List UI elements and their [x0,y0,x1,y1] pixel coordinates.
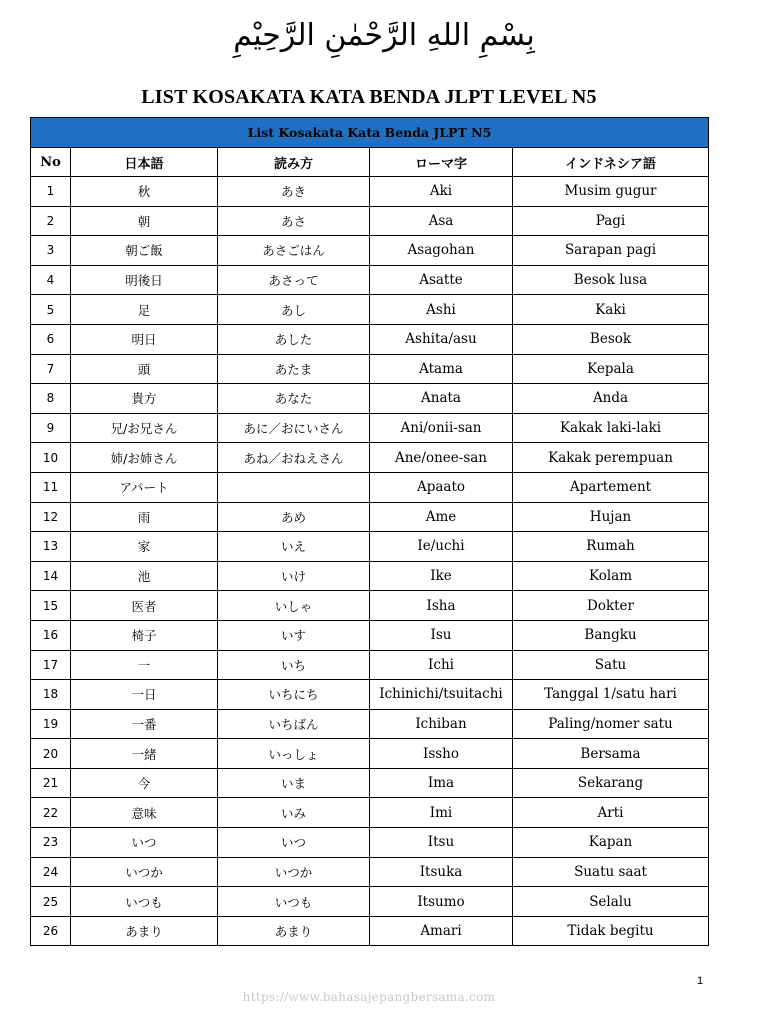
cell-reading: いつか [218,857,370,887]
table-row [31,413,709,443]
cell-indonesian: Selalu [513,887,709,917]
table-row [31,177,709,207]
cell-japanese: 一番 [71,709,218,739]
cell-indonesian: Apartement [513,472,709,502]
cell-romaji: Ie/uchi [370,532,513,562]
table-caption-row [31,118,709,148]
cell-reading: いっしょ [218,739,370,769]
cell-indonesian: Besok [513,324,709,354]
cell-indonesian: Sarapan pagi [513,236,709,266]
cell-romaji: Ame [370,502,513,532]
cell-reading: あに／おにいさん [218,413,370,443]
table-row [31,828,709,858]
cell-romaji: Itsu [370,828,513,858]
cell-japanese: 意味 [71,798,218,828]
cell-reading: あさごはん [218,236,370,266]
cell-indonesian: Kaki [513,295,709,325]
cell-number: 15 [31,591,71,621]
cell-indonesian: Anda [513,384,709,414]
table-row [31,857,709,887]
cell-romaji: Isu [370,620,513,650]
cell-japanese: 雨 [71,502,218,532]
cell-indonesian: Besok lusa [513,265,709,295]
table-row [31,620,709,650]
cell-reading: いま [218,768,370,798]
table-row [31,739,709,769]
cell-japanese: 姉/お姉さん [71,443,218,473]
cell-japanese: あまり [71,916,218,946]
cell-reading: あなた [218,384,370,414]
table-row [31,650,709,680]
cell-number: 20 [31,739,71,769]
cell-number: 5 [31,295,71,325]
column-header-romaji: ローマ字 [370,148,513,177]
cell-romaji: Atama [370,354,513,384]
table-body [31,177,709,946]
cell-japanese: 朝ご飯 [71,236,218,266]
cell-romaji: Anata [370,384,513,414]
cell-japanese: 頭 [71,354,218,384]
cell-romaji: Ichiban [370,709,513,739]
cell-number: 23 [31,828,71,858]
cell-romaji: Ichinichi/tsuitachi [370,680,513,710]
cell-japanese: いつ [71,828,218,858]
cell-indonesian: Kakak laki-laki [513,413,709,443]
cell-reading: あした [218,324,370,354]
cell-number: 11 [31,472,71,502]
cell-romaji: Asa [370,206,513,236]
cell-indonesian: Arti [513,798,709,828]
table-row [31,443,709,473]
cell-reading [218,472,370,502]
cell-number: 1 [31,177,71,207]
table-row [31,887,709,917]
cell-japanese: 朝 [71,206,218,236]
cell-reading: いちばん [218,709,370,739]
cell-japanese: 医者 [71,591,218,621]
cell-japanese: 貴方 [71,384,218,414]
cell-indonesian: Bersama [513,739,709,769]
cell-japanese: 池 [71,561,218,591]
cell-reading: いけ [218,561,370,591]
table-row [31,472,709,502]
cell-reading: あめ [218,502,370,532]
cell-number: 17 [31,650,71,680]
cell-romaji: Itsuka [370,857,513,887]
cell-reading: あまり [218,916,370,946]
cell-indonesian: Dokter [513,591,709,621]
cell-number: 3 [31,236,71,266]
column-header-reading: 読み方 [218,148,370,177]
cell-japanese: 明日 [71,324,218,354]
cell-number: 8 [31,384,71,414]
cell-number: 4 [31,265,71,295]
cell-number: 16 [31,620,71,650]
cell-romaji: Asatte [370,265,513,295]
table-row [31,591,709,621]
table-row [31,206,709,236]
table-row [31,354,709,384]
footer-url: https://www.bahasajepangbersama.com [242,990,496,1004]
cell-romaji: Apaato [370,472,513,502]
cell-indonesian: Sekarang [513,768,709,798]
table-row [31,768,709,798]
cell-indonesian: Rumah [513,532,709,562]
cell-reading: あね／おねえさん [218,443,370,473]
table-row [31,798,709,828]
cell-romaji: Issho [370,739,513,769]
cell-japanese: 家 [71,532,218,562]
cell-reading: あし [218,295,370,325]
table-row [31,295,709,325]
cell-number: 13 [31,532,71,562]
cell-romaji: Ashita/asu [370,324,513,354]
cell-indonesian: Satu [513,650,709,680]
cell-japanese: 一日 [71,680,218,710]
cell-japanese: 秋 [71,177,218,207]
cell-romaji: Ima [370,768,513,798]
cell-number: 24 [31,857,71,887]
table-row [31,502,709,532]
bismillah-heading: بِسْمِ اللهِ الرَّحْمٰنِ الرَّحِيْمِ [233,18,535,53]
page-number: 1 [696,975,704,987]
cell-indonesian: Kapan [513,828,709,858]
cell-reading: あさ [218,206,370,236]
cell-romaji: Ane/onee-san [370,443,513,473]
cell-indonesian: Musim gugur [513,177,709,207]
cell-number: 18 [31,680,71,710]
table-row [31,680,709,710]
table-row [31,561,709,591]
cell-romaji: Aki [370,177,513,207]
table-row [31,236,709,266]
cell-japanese: 一 [71,650,218,680]
cell-romaji: Itsumo [370,887,513,917]
cell-number: 25 [31,887,71,917]
cell-reading: いしゃ [218,591,370,621]
cell-number: 26 [31,916,71,946]
cell-indonesian: Kepala [513,354,709,384]
cell-indonesian: Hujan [513,502,709,532]
cell-romaji: Isha [370,591,513,621]
cell-reading: いす [218,620,370,650]
table-row [31,916,709,946]
cell-romaji: Ike [370,561,513,591]
cell-japanese: 明後日 [71,265,218,295]
vocabulary-table [30,117,709,946]
cell-reading: いつも [218,887,370,917]
cell-indonesian: Tidak begitu [513,916,709,946]
cell-japanese: 一緒 [71,739,218,769]
cell-reading: いつ [218,828,370,858]
cell-reading: あき [218,177,370,207]
table-row [31,384,709,414]
column-header-no: No [31,148,71,177]
cell-indonesian: Paling/nomer satu [513,709,709,739]
cell-japanese: いつも [71,887,218,917]
cell-number: 7 [31,354,71,384]
cell-number: 19 [31,709,71,739]
cell-reading: いち [218,650,370,680]
cell-romaji: Ani/onii-san [370,413,513,443]
cell-romaji: Amari [370,916,513,946]
cell-romaji: Imi [370,798,513,828]
cell-number: 22 [31,798,71,828]
table-row [31,265,709,295]
cell-japanese: アパート [71,472,218,502]
column-header-japanese: 日本語 [71,148,218,177]
cell-indonesian: Tanggal 1/satu hari [513,680,709,710]
cell-japanese: 今 [71,768,218,798]
table-row [31,532,709,562]
cell-number: 14 [31,561,71,591]
table-header-row [31,148,709,177]
cell-reading: いえ [218,532,370,562]
cell-indonesian: Bangku [513,620,709,650]
cell-number: 2 [31,206,71,236]
cell-reading: あさって [218,265,370,295]
cell-reading: いちにち [218,680,370,710]
cell-romaji: Asagohan [370,236,513,266]
cell-romaji: Ichi [370,650,513,680]
document-title: LIST KOSAKATA KATA BENDA JLPT LEVEL N5 [141,86,597,108]
cell-japanese: 足 [71,295,218,325]
column-header-indonesian: インドネシア語 [513,148,709,177]
table-row [31,324,709,354]
table-row [31,709,709,739]
cell-japanese: 椅子 [71,620,218,650]
cell-number: 6 [31,324,71,354]
cell-reading: あたま [218,354,370,384]
cell-japanese: 兄/お兄さん [71,413,218,443]
cell-indonesian: Kakak perempuan [513,443,709,473]
cell-number: 9 [31,413,71,443]
cell-number: 10 [31,443,71,473]
cell-indonesian: Suatu saat [513,857,709,887]
cell-japanese: いつか [71,857,218,887]
cell-number: 12 [31,502,71,532]
table-caption: List Kosakata Kata Benda JLPT N5 [31,118,709,148]
cell-indonesian: Kolam [513,561,709,591]
cell-reading: いみ [218,798,370,828]
cell-number: 21 [31,768,71,798]
cell-indonesian: Pagi [513,206,709,236]
cell-romaji: Ashi [370,295,513,325]
